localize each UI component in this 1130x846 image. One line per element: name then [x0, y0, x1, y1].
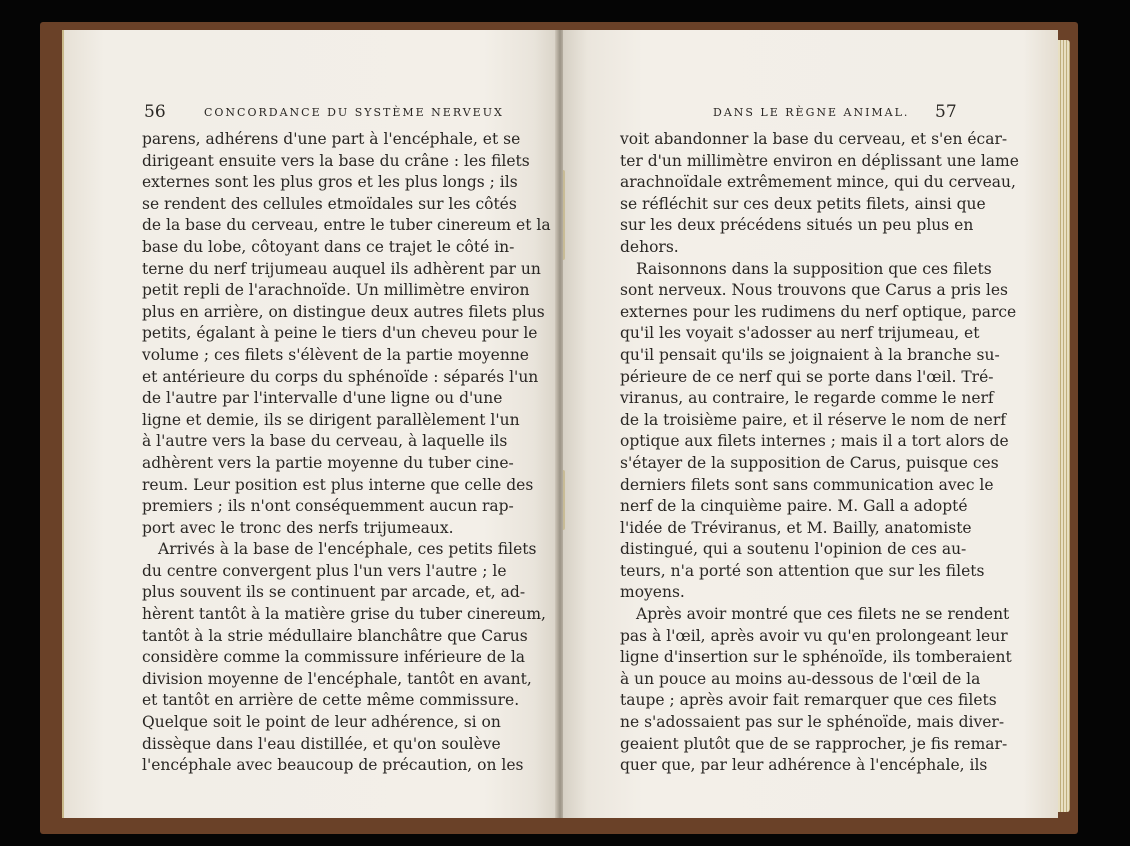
text-line: l'idée de Tréviranus, et M. Bailly, anatomiste [620, 518, 972, 537]
text-line: externes sont les plus gros et les plus longs ; ils [142, 173, 518, 192]
text-line: considère comme la commissure inférieure de la [142, 648, 526, 667]
text-line: l'encéphale avec beaucoup de précaution, on les [142, 756, 524, 775]
text-line: à l'autre vers la base du cerveau, à laquelle ils [142, 432, 508, 451]
paper-stain [563, 170, 565, 260]
text-line: adhèrent vers la partie moyenne du tuber cine- [142, 453, 514, 472]
text-line: quer que, par leur adhérence à l'encéphale, ils [620, 756, 988, 775]
text-line: division moyenne de l'encéphale, tantôt en avant, [142, 669, 532, 688]
right-page [563, 30, 1058, 818]
text-line: derniers filets sont sans communication avec le [620, 475, 994, 494]
left-page [62, 30, 557, 818]
text-line: pas à l'œil, après avoir vu qu'en prolongeant leur [620, 626, 1008, 645]
text-line: geaient plutôt que de se rapprocher, je fis remar- [620, 734, 1008, 753]
text-line: sur les deux précédens situés un peu plus en [620, 216, 974, 235]
text-body [142, 129, 551, 777]
text-line: plus souvent ils se continuent par arcade, et, ad- [142, 583, 526, 602]
text-line: s'étayer de la supposition de Carus, puisque ces [620, 453, 999, 472]
text-line: port avec le tronc des nerfs trijumeaux. [142, 518, 454, 537]
text-line: se réfléchit sur ces deux petits filets, ainsi que [620, 194, 986, 213]
text-line: ligne d'insertion sur le sphénoïde, ils tomberaient [620, 648, 1012, 667]
text-line: moyens. [620, 583, 685, 602]
text-line: distingué, qui a soutenu l'opinion de ces au- [620, 540, 967, 559]
text-line: qu'il les voyait s'adosser au nerf trijumeau, et [620, 324, 980, 343]
text-line: sont nerveux. Nous trouvons que Carus a pris les [620, 281, 1008, 300]
text-line: dirigeant ensuite vers la base du crâne : les filets [142, 151, 530, 170]
text-line: à un pouce au moins au-dessous de l'œil de la [620, 669, 981, 688]
text-line: optique aux filets internes ; mais il a tort alors de [620, 432, 1009, 451]
page-edges [1058, 40, 1070, 812]
running-head: DANS LE RÈGNE ANIMAL. [713, 106, 910, 119]
text-line: Après avoir montré que ces filets ne se rendent [636, 605, 1010, 624]
text-line: de l'autre par l'intervalle d'une ligne ou d'une [142, 389, 503, 408]
text-line: premiers ; ils n'ont conséquemment aucun rap- [142, 497, 514, 516]
text-line: viranus, au contraire, le regarde comme le nerf [620, 389, 994, 408]
text-line: et antérieure du corps du sphénoïde : séparés l'un [142, 367, 539, 386]
text-line: se rendent des cellules etmoïdales sur les côtés [142, 194, 517, 213]
text-line: teurs, n'a porté son attention que sur les filets [620, 561, 985, 580]
text-line: hèrent tantôt à la matière grise du tuber cinereum, [142, 605, 546, 624]
running-head: CONCORDANCE DU SYSTÈME NERVEUX [204, 106, 504, 119]
page-number: 57 [935, 102, 957, 122]
text-line: Arrivés à la base de l'encéphale, ces petits filets [158, 540, 537, 559]
text-line: Raisonnons dans la supposition que ces filets [636, 259, 992, 278]
text-line: ter d'un millimètre environ en déplissant une lame [620, 151, 1019, 170]
text-line: volume ; ces filets s'élèvent de la partie moyenne [142, 345, 529, 364]
text-line: plus en arrière, on distingue deux autres filets plus [142, 302, 545, 321]
text-line: Quelque soit le point de leur adhérence, si on [142, 713, 501, 732]
text-line: qu'il pensait qu'ils se joignaient à la branche su- [620, 345, 1000, 364]
text-line: ne s'adossaient pas sur le sphénoïde, mais diver- [620, 713, 1005, 732]
text-line: de la base du cerveau, entre le tuber cinereum et la [142, 216, 551, 235]
text-line: nerf de la cinquième paire. M. Gall a adopté [620, 497, 968, 516]
text-line: base du lobe, côtoyant dans ce trajet le côté in- [142, 237, 515, 256]
text-body [620, 129, 1019, 777]
text-line: dissèque dans l'eau distillée, et qu'on soulève [142, 734, 501, 753]
text-line: tantôt à la strie médullaire blanchâtre que Carus [142, 626, 528, 645]
text-line: taupe ; après avoir fait remarquer que ces filets [620, 691, 997, 710]
text-line: petits, égalant à peine le tiers d'un cheveu pour le [142, 324, 538, 343]
text-line: de la troisième paire, et il réserve le nom de nerf [620, 410, 1006, 429]
text-line: ligne et demie, ils se dirigent parallèlement l'un [142, 410, 520, 429]
text-line: périeure de ce nerf qui se porte dans l'œil. Tré- [620, 367, 994, 386]
text-line: terne du nerf trijumeau auquel ils adhèrent par un [142, 259, 541, 278]
text-line: externes pour les rudimens du nerf optique, parce [620, 302, 1017, 321]
paper-stain [563, 470, 565, 530]
text-line: reum. Leur position est plus interne que celle des [142, 475, 534, 494]
text-line: dehors. [620, 237, 679, 256]
page-number: 56 [144, 102, 166, 122]
text-line: petit repli de l'arachnoïde. Un millimètre environ [142, 281, 530, 300]
text-line: voit abandonner la base du cerveau, et s'en écar- [620, 130, 1008, 148]
text-line: et tantôt en arrière de cette même commissure. [142, 691, 520, 710]
text-line: parens, adhérens d'une part à l'encéphale, et se [142, 130, 521, 148]
text-line: du centre convergent plus l'un vers l'autre ; le [142, 561, 507, 580]
text-line: arachnoïdale extrêmement mince, qui du cerveau, [620, 173, 1016, 192]
